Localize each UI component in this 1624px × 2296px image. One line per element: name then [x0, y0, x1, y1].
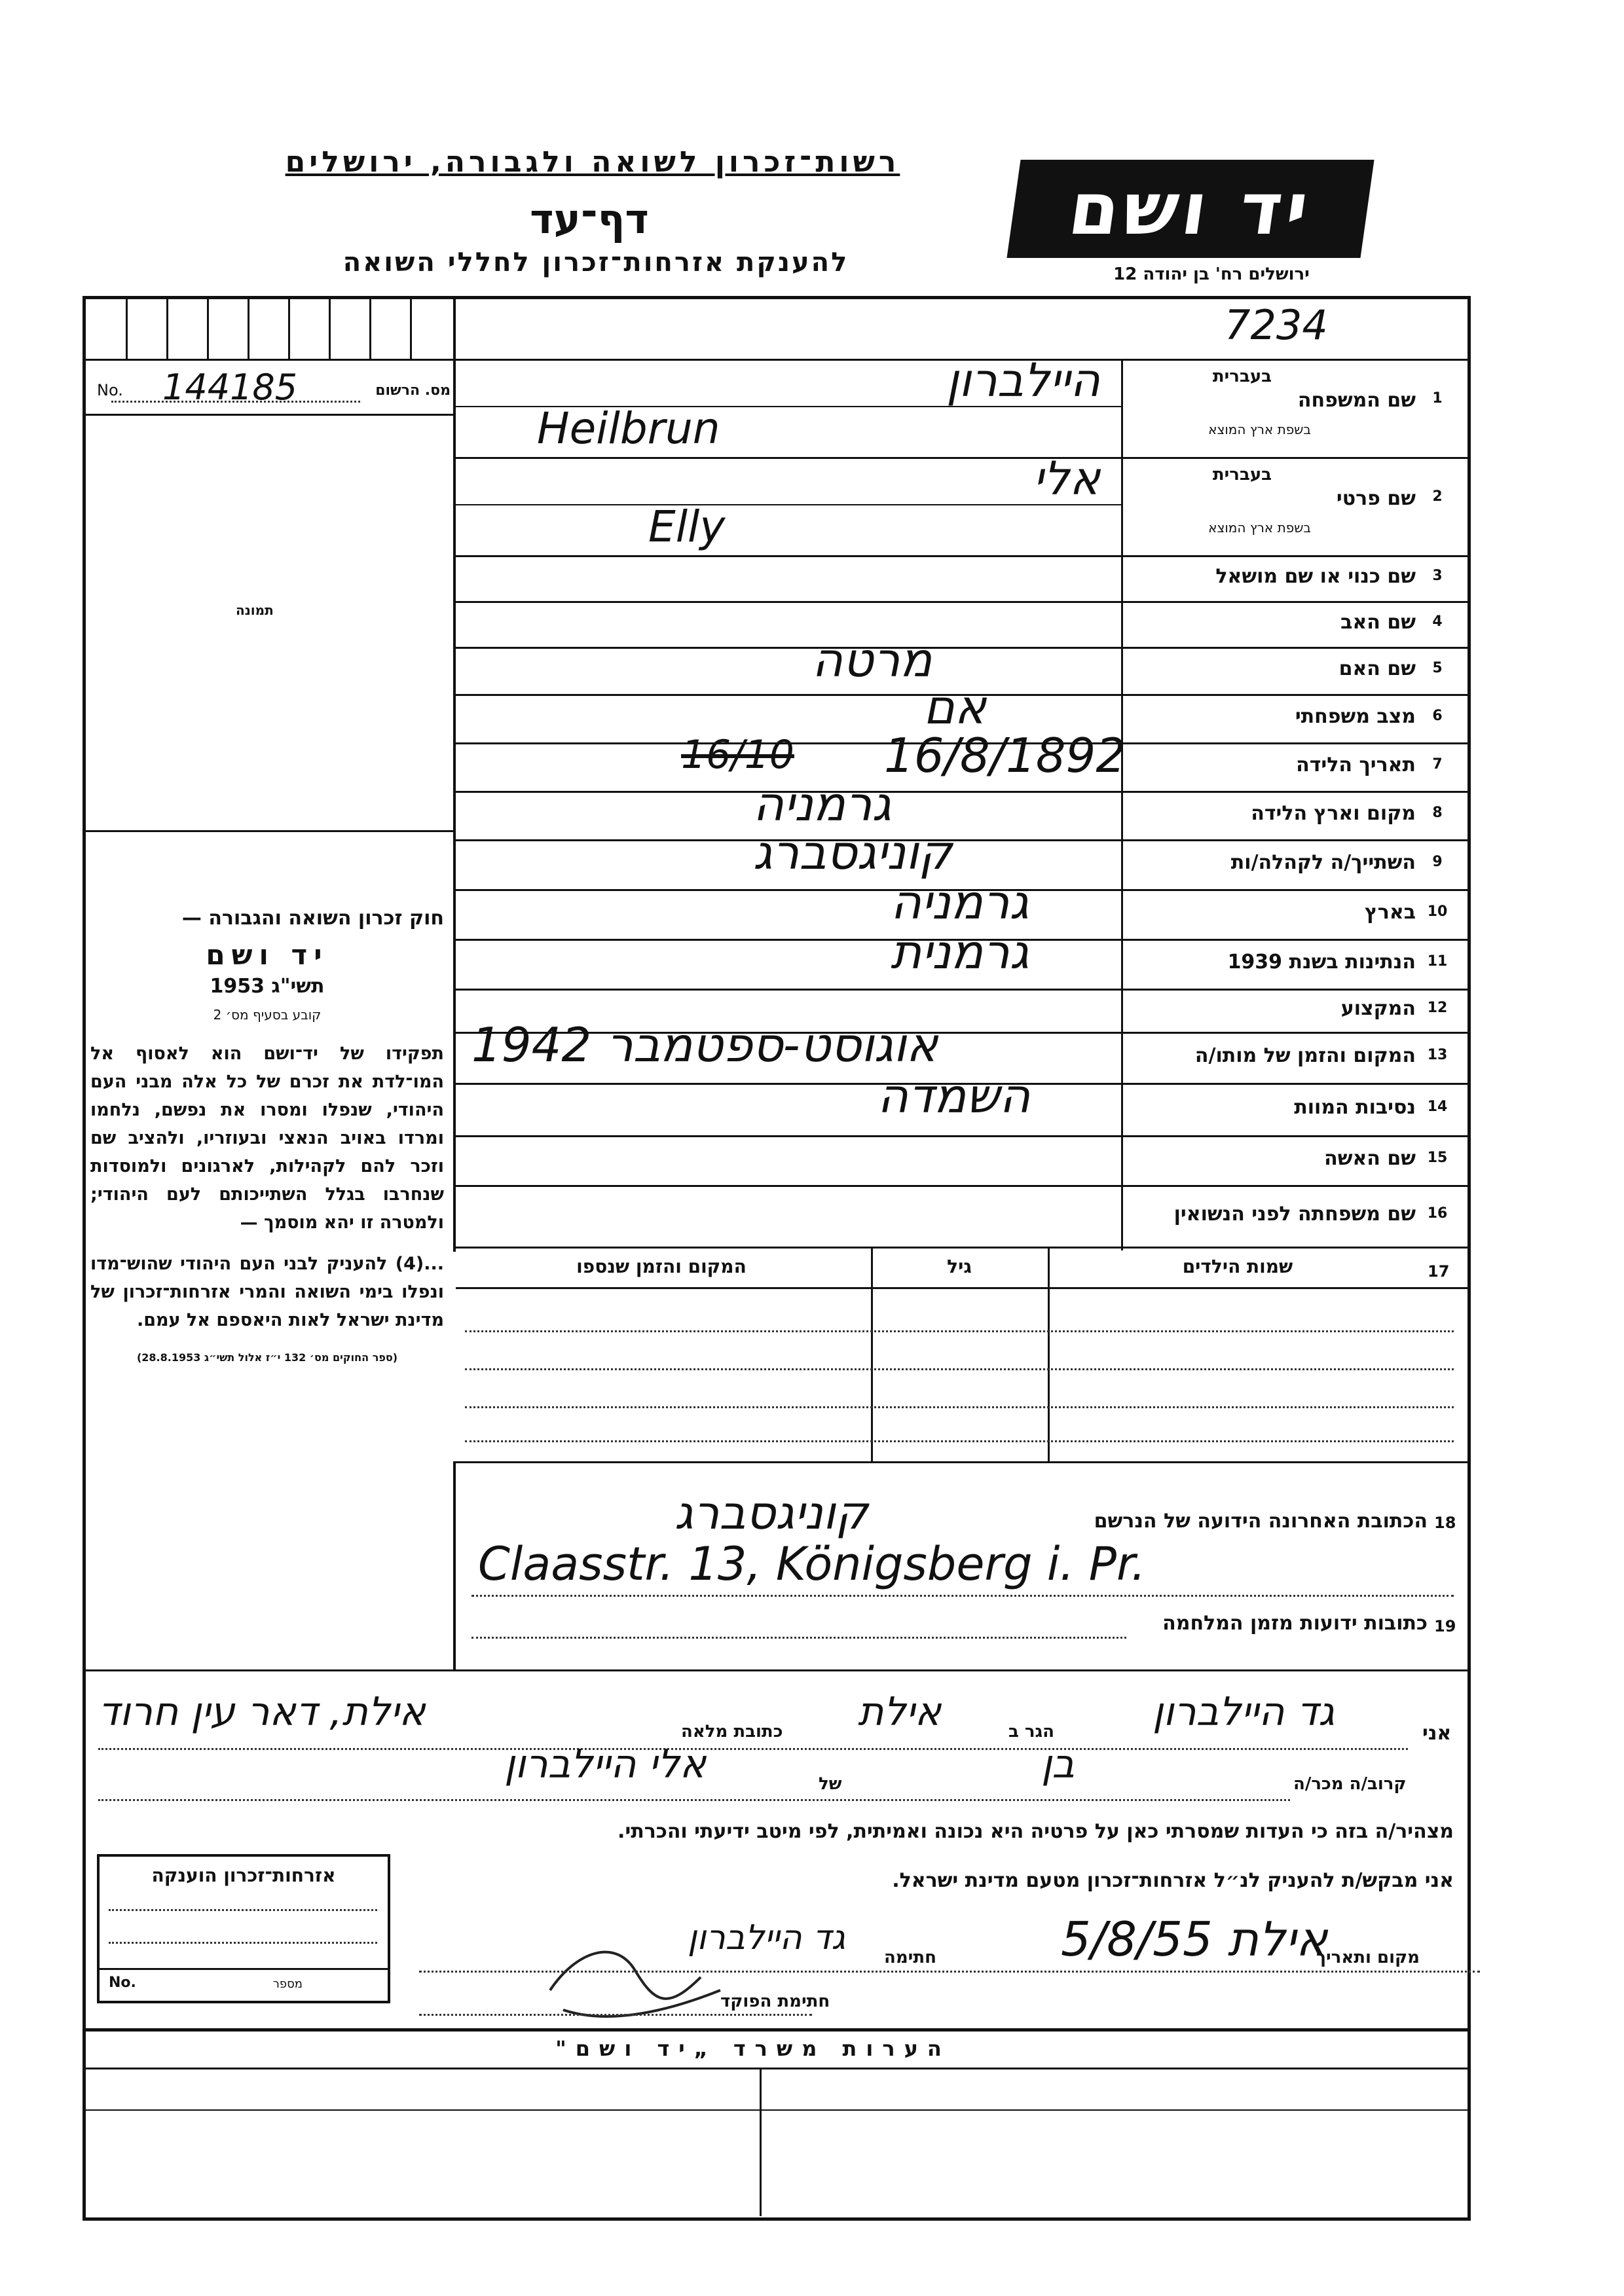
reg-label: מס. הרשום [375, 382, 451, 399]
reg-divider [85, 414, 453, 416]
field-label: שם האם [1338, 657, 1416, 680]
citizenship-title: אזרחות־זכרון הוענקה [151, 1865, 336, 1886]
decl-full-address-label: כתובת מלאה [681, 1722, 783, 1741]
law-box [90, 907, 444, 1364]
field-row-divider [456, 1185, 1467, 1187]
field-value-latin: Elly [648, 501, 726, 552]
decl-of-label: של [819, 1774, 842, 1794]
field-row-divider [456, 457, 1467, 459]
decl-statement: מצהיר/ה בזה כי העדות שמסרתי כאן על פרטיה היא נכונה ואמיתית, לפי מיטב ידיעתי והכרתי. [618, 1820, 1454, 1843]
notes-top [83, 2028, 1467, 2032]
children-num: 17 [1428, 1262, 1450, 1281]
yad-vashem-logo [1006, 160, 1374, 258]
field-row-divider [456, 989, 1467, 991]
office-notes: הערות משרד „יד ושם" [555, 2036, 951, 2061]
citizenship-no-label: No. [109, 1975, 136, 1991]
field-number: 3 [1432, 568, 1443, 584]
law-heading: חוק זכרון השואה והגבורה — [181, 907, 444, 930]
field-value: 16/8/1892 [884, 728, 1126, 783]
field-number: 12 [1427, 1000, 1448, 1016]
field-sublabel-hebrew: בעברית [1212, 465, 1272, 484]
field-number: 9 [1432, 854, 1443, 870]
children-col-place: המקום והזמן שנספו [576, 1256, 747, 1277]
field-label: מקום וארץ הלידה [1251, 802, 1416, 825]
address-street: Claasstr. 13, Königsberg i. Pr. [478, 1537, 1146, 1591]
field-number: 8 [1432, 805, 1443, 821]
field-number: 4 [1432, 613, 1443, 630]
field-value-hebrew: אלי [1033, 452, 1100, 505]
photo-divider [85, 830, 453, 832]
field-value: אם [923, 680, 986, 735]
law-name: יד ושם [206, 939, 329, 971]
law-year: תשי"ג 1953 [210, 975, 325, 998]
form-title: דף־עד [530, 195, 649, 243]
decl-i-label: אני [1422, 1722, 1452, 1745]
logo-text: יד ושם [1063, 167, 1318, 251]
law-citation: (ספר החוקים מס׳ 132 י״ז אלול תשי״ג 28.8.1953) [136, 1351, 398, 1364]
children-top [456, 1247, 1467, 1248]
field-row-divider [456, 791, 1467, 793]
field-row-subdivider [456, 504, 1121, 505]
photo-label: תמונה [236, 602, 274, 618]
top-strip-cells [85, 299, 452, 359]
address-bottom [83, 1669, 1467, 1671]
field-value: מרטה [812, 632, 932, 687]
field-row-divider [456, 601, 1467, 603]
field-number: 16 [1427, 1205, 1448, 1222]
field-label: השתייך/ה לקהלה/ות [1230, 851, 1416, 874]
field-label: נסיבות המוות [1294, 1096, 1416, 1119]
decl-signature-label: חתימה [884, 1948, 936, 1967]
field-label: שם המשפחה [1297, 389, 1416, 412]
field-label: המקצוע [1340, 997, 1416, 1020]
decl-officer-label: חתימת הפוקד [720, 1992, 830, 2011]
field-number: 2 [1432, 488, 1443, 505]
field-label: שם האב [1340, 611, 1416, 634]
decl-place-date-value: אילת 5/8/55 [1061, 1912, 1328, 1967]
decl-signature-value: גד היילברון [688, 1918, 845, 1958]
children-col-age: גיל [947, 1256, 972, 1277]
field-value: אוגוסט-ספטמבר 1942 [471, 1017, 938, 1072]
field-label: הנתינות בשנת 1939 [1227, 951, 1416, 974]
handwritten-signature [537, 1912, 733, 2030]
page-number: 7234 [1225, 301, 1328, 349]
field19-label: כתובות ידועות מזמן המלחמה [1162, 1612, 1428, 1635]
children-col-2 [1048, 1247, 1050, 1463]
field-value-latin: Heilbrun [537, 403, 720, 454]
children-header-bottom [456, 1287, 1467, 1289]
field-label: שם משפחתה לפני הנשואין [1173, 1203, 1416, 1226]
witness-name: גד היילברון [1153, 1689, 1335, 1735]
field-value: השמדה [877, 1068, 1031, 1123]
decl-living-value: אילת [858, 1689, 942, 1735]
citizenship-number-label: מספר [272, 1977, 303, 1991]
form-subtitle: להענקת אזרחות־זכרון לחללי השואה [342, 247, 849, 278]
field-label: שם כנוי או שם מושאל [1215, 565, 1416, 588]
field-sublabel-origin: בשפת ארץ המוצא [1208, 422, 1311, 437]
no-value: 144185 [162, 367, 298, 408]
field-row-divider [456, 647, 1467, 649]
field18-num: 18 [1434, 1514, 1456, 1532]
authority-title: רשות־זכרון לשואה ולגבורה, ירושלים [285, 145, 900, 179]
field-number: 14 [1427, 1099, 1448, 1115]
decl-of-value: אלי היילברון [504, 1741, 707, 1787]
decl-request: אני מבקש/ת להעניק לנ״ל אזרחות־זכרון מטעם מדינת ישראל. [892, 1869, 1454, 1892]
field19-num: 19 [1434, 1617, 1456, 1635]
field-label: המקום והזמן של מותו/ה [1194, 1044, 1416, 1067]
field-number: 13 [1427, 1047, 1448, 1063]
field-number: 5 [1432, 660, 1443, 676]
field-value-struck: 16/10 [681, 732, 794, 778]
field-number: 10 [1427, 903, 1448, 920]
law-text2: ...(4) להעניק לבני העם היהודי שהוש־מדו ונפלו בימי השואה והמרי אזרחות־זכרון של מדינת ישראל לאות היאספם אל עמם. [90, 1254, 444, 1330]
registration-no [97, 367, 451, 408]
address-left-divider [453, 1461, 456, 1671]
notes-center-divider [760, 2069, 762, 2216]
field-value: גרמנית [891, 924, 1029, 979]
field-row-divider [456, 555, 1467, 557]
address-city: קוניגסברג [674, 1486, 868, 1540]
law-clause: קובע בסעיף מס׳ 2 [213, 1007, 322, 1023]
decl-living-label: הגר ב [1008, 1722, 1055, 1741]
children-col-names: שמות הילדים [1182, 1256, 1293, 1277]
field-label: שם האשה [1324, 1147, 1416, 1170]
field-number: 7 [1432, 756, 1443, 773]
law-text1: תפקידו של יד־ושם הוא לאסוף אל המו־לדת את זכרם של כל אלה מבני העם היהודי, שנפלו ומסרו את נפשם, נלחמו ומרדו באויב הנאצי ובעוזריו, ולהציב שם וזכר להם לקהילות, לארגונים ולמוסדות שנחרבו בגלל השתייכותם לעם היהודי; ולמטרה זו יהא מוסמך — [90, 1044, 444, 1233]
decl-place-date-label: מקום ותאריך [1316, 1948, 1420, 1967]
field-row-divider [456, 839, 1467, 841]
label-col-divider [1121, 359, 1123, 1250]
field-sublabel-hebrew: בעברית [1212, 367, 1272, 386]
field-sublabel-origin: בשפת ארץ המוצא [1208, 520, 1311, 536]
field-number: 15 [1427, 1150, 1448, 1166]
left-col-divider [453, 296, 456, 1252]
citizenship-box [97, 1854, 390, 2003]
field-row-divider [456, 1135, 1467, 1137]
decl-full-address-value: אילת, דאר עין חרוד [98, 1689, 426, 1735]
decl-relation-label: קרוב/ה מכר/ה [1293, 1774, 1407, 1794]
field-label: מצב משפחתי [1295, 705, 1416, 728]
field-number: 6 [1432, 708, 1443, 724]
decl-relation-value: בן [1041, 1741, 1075, 1787]
children-col-1 [871, 1247, 873, 1463]
field-number: 1 [1432, 390, 1443, 407]
field18-label: הכתובת האחרונה הידועה של הנרשם [1094, 1510, 1428, 1533]
field-label: שם פרטי [1336, 487, 1416, 510]
field-label: תאריך הלידה [1296, 754, 1416, 776]
notes-header-bottom [83, 2068, 1467, 2069]
no-label: No. [97, 381, 123, 399]
field-value: קוניגסברג [753, 825, 952, 880]
children-bottom [456, 1461, 1467, 1463]
notes-line-1 [83, 2109, 1467, 2111]
field-value: גרמניה [891, 875, 1029, 930]
field-number: 11 [1427, 953, 1448, 970]
field-value: גרמניה [753, 776, 892, 831]
field-label: בארץ [1364, 901, 1416, 924]
header-address: ירושלים רח' בן יהודה 12 [1113, 264, 1310, 284]
field-value-hebrew: היילברון [946, 354, 1100, 407]
